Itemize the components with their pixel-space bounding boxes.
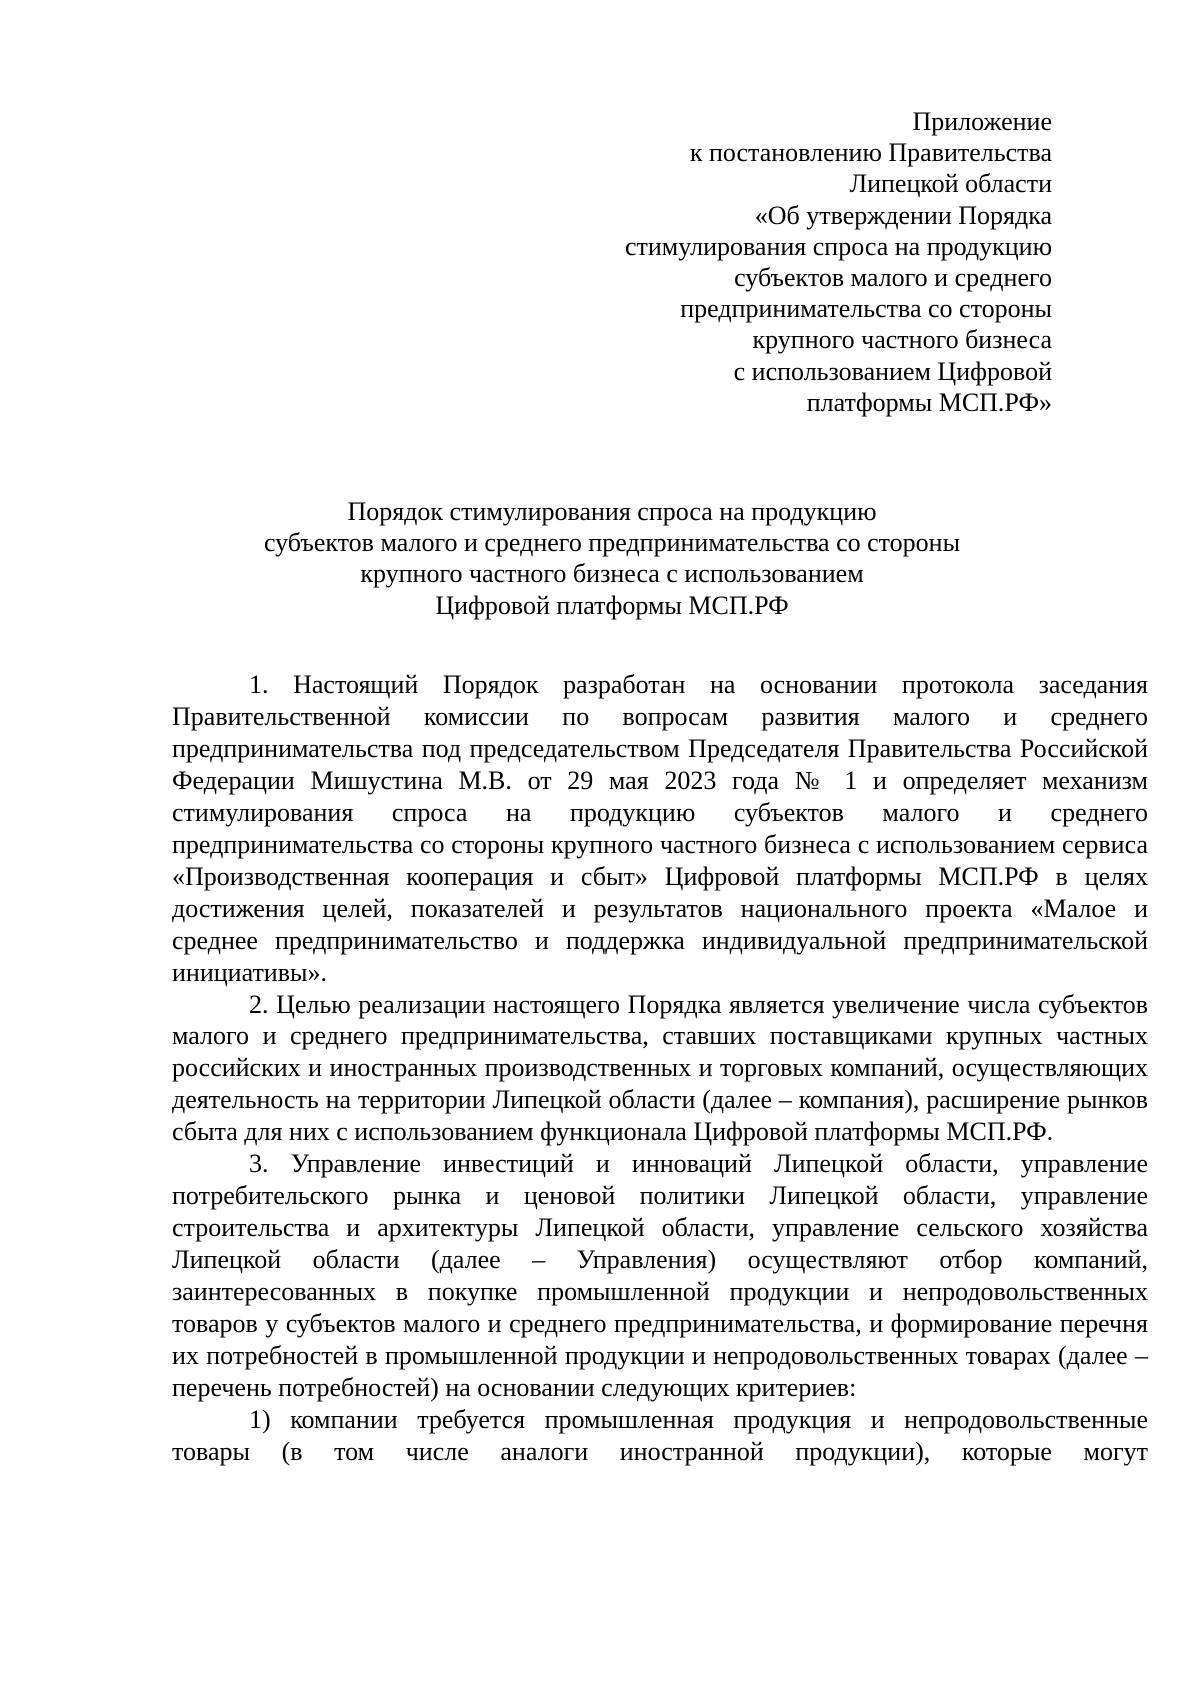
paragraph-3-item-1: 1) компании требуется промышленная продукция и непродовольственные товары (в том числе аналоги иностранной продукции), которые могут bbox=[172, 1404, 1148, 1466]
paragraph-2: 2. Целью реализации настоящего Порядка является увеличение числа субъектов малого и среднего предпринимательства, ставших поставщиками крупных частных российских и иностранных производственных и торговых компаний, осуществляющих деятельность на территории Липецкой области (далее – компания), расширение рынков сбыта для них с использованием функционала Цифровой платформы МСП.РФ. bbox=[172, 989, 1148, 1147]
appendix-line: платформы МСП.РФ» bbox=[806, 387, 1052, 417]
appendix-line: с использованием Цифровой bbox=[733, 356, 1052, 386]
appendix-line: субъектов малого и среднего bbox=[734, 263, 1052, 293]
paragraph-1: 1. Настоящий Порядок разработан на основании протокола заседания Правительственной комиссии по вопросам развития малого и среднего предпринимательства под председательством Председателя Правительства Российской Федерации Мишустина М.В. от 29 мая 2023 года № 1 и определяет механизм стимулирования спроса на продукцию субъектов малого и среднего предпринимательства со стороны крупного частного бизнеса с использованием сервиса «Производственная кооперация и сбыт» Цифровой платформы МСП.РФ в целях достижения целей, показателей и результатов национального проекта «Малое и среднее предпринимательство и поддержка индивидуальной предпринимательской инициативы». bbox=[172, 670, 1148, 987]
appendix-line: к постановлению Правительства bbox=[689, 138, 1052, 168]
appendix-header bbox=[492, 106, 1052, 418]
title-line: субъектов малого и среднего предпринимательства со стороны bbox=[263, 528, 961, 558]
appendix-line: «Об утверждении Порядка bbox=[754, 200, 1052, 230]
title-line: крупного частного бизнеса с использованием bbox=[360, 559, 864, 589]
paragraph-3: 3. Управление инвестиций и инноваций Липецкой области, управление потребительского рынка и ценовой политики Липецкой области, управление строительства и архитектуры Липецкой области, управление сельского хозяйства Липецкой области (далее – Управления) осуществляют отбор компаний, заинтересованных в покупке промышленной продукции и непродовольственных товаров у субъектов малого и среднего предпринимательства, и формирование перечня их потребностей в промышленной продукции и непродовольственных товарах (далее – перечень потребностей) на основании следующих критериев: bbox=[172, 1149, 1148, 1402]
appendix-line: Липецкой области bbox=[849, 169, 1052, 199]
appendix-line: предпринимательства со стороны bbox=[680, 294, 1052, 324]
title-line: Цифровой платформы МСП.РФ bbox=[435, 590, 789, 620]
appendix-line: крупного частного бизнеса bbox=[752, 325, 1052, 355]
title-line: Порядок стимулирования спроса на продукцию bbox=[347, 497, 877, 526]
document-title bbox=[172, 496, 1052, 621]
appendix-line: стимулирования спроса на продукцию bbox=[624, 231, 1052, 261]
document-body bbox=[172, 669, 1148, 1468]
appendix-line: Приложение bbox=[912, 107, 1052, 136]
